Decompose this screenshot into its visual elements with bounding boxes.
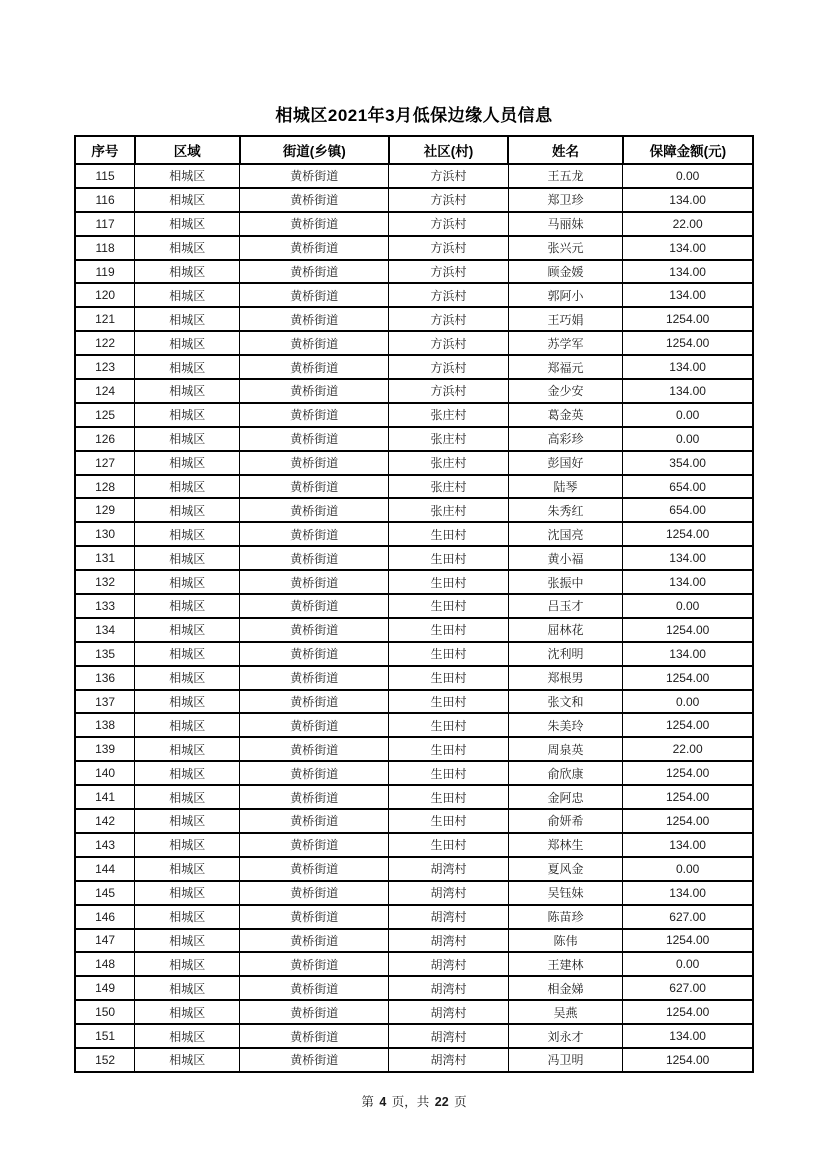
amount-cell: 22.00 — [623, 737, 753, 761]
serial-cell: 145 — [75, 881, 135, 905]
name-cell: 顾金媛 — [508, 260, 623, 284]
name-cell: 郭阿小 — [508, 283, 623, 307]
footer-middle: 页，共 — [391, 1094, 430, 1109]
village-cell: 张庄村 — [389, 427, 508, 451]
village-cell: 生田村 — [389, 570, 508, 594]
village-cell: 胡湾村 — [389, 952, 508, 976]
district-cell: 相城区 — [135, 618, 240, 642]
name-cell: 屈林花 — [508, 618, 623, 642]
serial-cell: 116 — [75, 188, 135, 212]
table-row — [75, 546, 753, 570]
street-cell: 黄桥街道 — [240, 379, 389, 403]
village-cell: 方浜村 — [389, 331, 508, 355]
amount-cell: 1254.00 — [623, 331, 753, 355]
name-cell: 张文和 — [508, 690, 623, 714]
village-cell: 方浜村 — [389, 188, 508, 212]
name-cell: 朱美玲 — [508, 713, 623, 737]
table-row — [75, 427, 753, 451]
amount-cell: 134.00 — [623, 833, 753, 857]
table-row — [75, 522, 753, 546]
table-row — [75, 260, 753, 284]
district-cell: 相城区 — [135, 522, 240, 546]
village-cell: 胡湾村 — [389, 929, 508, 953]
serial-cell: 133 — [75, 594, 135, 618]
village-cell: 生田村 — [389, 833, 508, 857]
serial-cell: 121 — [75, 307, 135, 331]
amount-cell: 134.00 — [623, 570, 753, 594]
street-cell: 黄桥街道 — [240, 666, 389, 690]
village-cell: 张庄村 — [389, 451, 508, 475]
street-cell: 黄桥街道 — [240, 929, 389, 953]
district-cell: 相城区 — [135, 881, 240, 905]
table-row — [75, 952, 753, 976]
name-cell: 相金娣 — [508, 976, 623, 1000]
name-cell: 周泉英 — [508, 737, 623, 761]
street-cell: 黄桥街道 — [240, 164, 389, 188]
name-cell: 吴钰妹 — [508, 881, 623, 905]
name-cell: 朱秀红 — [508, 498, 623, 522]
district-cell: 相城区 — [135, 355, 240, 379]
village-cell: 方浜村 — [389, 236, 508, 260]
amount-cell: 0.00 — [623, 594, 753, 618]
street-cell: 黄桥街道 — [240, 1024, 389, 1048]
street-cell: 黄桥街道 — [240, 307, 389, 331]
amount-cell: 134.00 — [623, 379, 753, 403]
village-cell: 生田村 — [389, 642, 508, 666]
table-row — [75, 905, 753, 929]
serial-cell: 152 — [75, 1048, 135, 1072]
table-row — [75, 188, 753, 212]
amount-cell: 654.00 — [623, 498, 753, 522]
village-cell: 胡湾村 — [389, 905, 508, 929]
table-row — [75, 451, 753, 475]
village-cell: 胡湾村 — [389, 857, 508, 881]
serial-cell: 140 — [75, 761, 135, 785]
amount-cell: 1254.00 — [623, 713, 753, 737]
amount-cell: 134.00 — [623, 188, 753, 212]
serial-cell: 136 — [75, 666, 135, 690]
amount-cell: 1254.00 — [623, 666, 753, 690]
amount-cell: 134.00 — [623, 236, 753, 260]
district-cell: 相城区 — [135, 666, 240, 690]
amount-cell: 1254.00 — [623, 522, 753, 546]
street-cell: 黄桥街道 — [240, 785, 389, 809]
street-cell: 黄桥街道 — [240, 1000, 389, 1024]
serial-cell: 142 — [75, 809, 135, 833]
table-row — [75, 403, 753, 427]
village-cell: 方浜村 — [389, 355, 508, 379]
serial-cell: 150 — [75, 1000, 135, 1024]
header-row — [75, 136, 753, 164]
serial-cell: 144 — [75, 857, 135, 881]
district-cell: 相城区 — [135, 331, 240, 355]
table-row — [75, 881, 753, 905]
name-cell: 俞妍希 — [508, 809, 623, 833]
street-cell: 黄桥街道 — [240, 1048, 389, 1072]
table-row — [75, 331, 753, 355]
name-cell: 金阿忠 — [508, 785, 623, 809]
street-cell: 黄桥街道 — [240, 355, 389, 379]
name-cell: 夏风金 — [508, 857, 623, 881]
district-cell: 相城区 — [135, 1000, 240, 1024]
amount-cell: 1254.00 — [623, 1000, 753, 1024]
district-cell: 相城区 — [135, 642, 240, 666]
table-row — [75, 212, 753, 236]
table-row — [75, 1024, 753, 1048]
village-cell: 生田村 — [389, 594, 508, 618]
district-cell: 相城区 — [135, 164, 240, 188]
street-cell: 黄桥街道 — [240, 642, 389, 666]
table-row — [75, 642, 753, 666]
village-cell: 方浜村 — [389, 212, 508, 236]
village-cell: 方浜村 — [389, 283, 508, 307]
serial-cell: 151 — [75, 1024, 135, 1048]
column-header-2: 街道(乡镇) — [240, 136, 389, 164]
district-cell: 相城区 — [135, 546, 240, 570]
street-cell: 黄桥街道 — [240, 690, 389, 714]
village-cell: 张庄村 — [389, 403, 508, 427]
district-cell: 相城区 — [135, 570, 240, 594]
amount-cell: 627.00 — [623, 905, 753, 929]
amount-cell: 0.00 — [623, 690, 753, 714]
column-header-1: 区域 — [135, 136, 240, 164]
district-cell: 相城区 — [135, 379, 240, 403]
serial-cell: 117 — [75, 212, 135, 236]
amount-cell: 627.00 — [623, 976, 753, 1000]
table-row — [75, 785, 753, 809]
table-row — [75, 690, 753, 714]
amount-cell: 0.00 — [623, 164, 753, 188]
village-cell: 张庄村 — [389, 498, 508, 522]
serial-cell: 122 — [75, 331, 135, 355]
village-cell: 方浜村 — [389, 307, 508, 331]
street-cell: 黄桥街道 — [240, 522, 389, 546]
serial-cell: 120 — [75, 283, 135, 307]
table-row — [75, 666, 753, 690]
table-row — [75, 475, 753, 499]
table-row — [75, 594, 753, 618]
amount-cell: 134.00 — [623, 355, 753, 379]
name-cell: 王五龙 — [508, 164, 623, 188]
amount-cell: 1254.00 — [623, 929, 753, 953]
name-cell: 俞欣康 — [508, 761, 623, 785]
district-cell: 相城区 — [135, 475, 240, 499]
table-row — [75, 164, 753, 188]
name-cell: 苏学军 — [508, 331, 623, 355]
name-cell: 王巧娟 — [508, 307, 623, 331]
table-row — [75, 236, 753, 260]
serial-cell: 134 — [75, 618, 135, 642]
serial-cell: 135 — [75, 642, 135, 666]
serial-cell: 129 — [75, 498, 135, 522]
district-cell: 相城区 — [135, 761, 240, 785]
serial-cell: 146 — [75, 905, 135, 929]
amount-cell: 134.00 — [623, 1024, 753, 1048]
amount-cell: 0.00 — [623, 857, 753, 881]
amount-cell: 0.00 — [623, 952, 753, 976]
district-cell: 相城区 — [135, 1024, 240, 1048]
table-row — [75, 379, 753, 403]
amount-cell: 1254.00 — [623, 809, 753, 833]
serial-cell: 126 — [75, 427, 135, 451]
village-cell: 生田村 — [389, 690, 508, 714]
amount-cell: 1254.00 — [623, 785, 753, 809]
street-cell: 黄桥街道 — [240, 498, 389, 522]
name-cell: 郑卫珍 — [508, 188, 623, 212]
street-cell: 黄桥街道 — [240, 976, 389, 1000]
district-cell: 相城区 — [135, 498, 240, 522]
village-cell: 生田村 — [389, 809, 508, 833]
table-row — [75, 737, 753, 761]
street-cell: 黄桥街道 — [240, 451, 389, 475]
district-cell: 相城区 — [135, 594, 240, 618]
village-cell: 生田村 — [389, 522, 508, 546]
street-cell: 黄桥街道 — [240, 857, 389, 881]
street-cell: 黄桥街道 — [240, 713, 389, 737]
serial-cell: 124 — [75, 379, 135, 403]
name-cell: 郑根男 — [508, 666, 623, 690]
street-cell: 黄桥街道 — [240, 236, 389, 260]
table-row — [75, 761, 753, 785]
table-row — [75, 833, 753, 857]
street-cell: 黄桥街道 — [240, 427, 389, 451]
amount-cell: 354.00 — [623, 451, 753, 475]
village-cell: 胡湾村 — [389, 881, 508, 905]
amount-cell: 1254.00 — [623, 761, 753, 785]
name-cell: 陈伟 — [508, 929, 623, 953]
street-cell: 黄桥街道 — [240, 618, 389, 642]
benefit-table — [74, 135, 754, 1073]
page-title: 相城区2021年3月低保边缘人员信息 — [275, 106, 553, 125]
table-row — [75, 976, 753, 1000]
district-cell: 相城区 — [135, 929, 240, 953]
district-cell: 相城区 — [135, 212, 240, 236]
name-cell: 陆琴 — [508, 475, 623, 499]
district-cell: 相城区 — [135, 427, 240, 451]
amount-cell: 0.00 — [623, 403, 753, 427]
district-cell: 相城区 — [135, 260, 240, 284]
table-row — [75, 570, 753, 594]
village-cell: 胡湾村 — [389, 1048, 508, 1072]
amount-cell: 22.00 — [623, 212, 753, 236]
amount-cell: 134.00 — [623, 546, 753, 570]
name-cell: 张兴元 — [508, 236, 623, 260]
district-cell: 相城区 — [135, 690, 240, 714]
amount-cell: 134.00 — [623, 642, 753, 666]
street-cell: 黄桥街道 — [240, 881, 389, 905]
serial-cell: 137 — [75, 690, 135, 714]
district-cell: 相城区 — [135, 1048, 240, 1072]
name-cell: 郑福元 — [508, 355, 623, 379]
serial-cell: 127 — [75, 451, 135, 475]
table-row — [75, 857, 753, 881]
serial-cell: 131 — [75, 546, 135, 570]
table-header — [75, 136, 753, 164]
street-cell: 黄桥街道 — [240, 570, 389, 594]
serial-cell: 125 — [75, 403, 135, 427]
amount-cell: 1254.00 — [623, 307, 753, 331]
village-cell: 生田村 — [389, 785, 508, 809]
street-cell: 黄桥街道 — [240, 331, 389, 355]
footer-prefix: 第 — [361, 1094, 374, 1109]
district-cell: 相城区 — [135, 905, 240, 929]
district-cell: 相城区 — [135, 283, 240, 307]
footer-suffix: 页 — [454, 1094, 467, 1109]
district-cell: 相城区 — [135, 713, 240, 737]
village-cell: 生田村 — [389, 737, 508, 761]
district-cell: 相城区 — [135, 737, 240, 761]
serial-cell: 141 — [75, 785, 135, 809]
serial-cell: 118 — [75, 236, 135, 260]
serial-cell: 147 — [75, 929, 135, 953]
street-cell: 黄桥街道 — [240, 833, 389, 857]
district-cell: 相城区 — [135, 833, 240, 857]
village-cell: 胡湾村 — [389, 1000, 508, 1024]
table-row — [75, 355, 753, 379]
village-cell: 生田村 — [389, 761, 508, 785]
street-cell: 黄桥街道 — [240, 905, 389, 929]
village-cell: 方浜村 — [389, 164, 508, 188]
street-cell: 黄桥街道 — [240, 283, 389, 307]
name-cell: 黄小福 — [508, 546, 623, 570]
name-cell: 陈苗珍 — [508, 905, 623, 929]
village-cell: 方浜村 — [389, 260, 508, 284]
district-cell: 相城区 — [135, 809, 240, 833]
amount-cell: 134.00 — [623, 260, 753, 284]
amount-cell: 1254.00 — [623, 618, 753, 642]
name-cell: 张振中 — [508, 570, 623, 594]
name-cell: 吴燕 — [508, 1000, 623, 1024]
village-cell: 胡湾村 — [389, 976, 508, 1000]
street-cell: 黄桥街道 — [240, 737, 389, 761]
street-cell: 黄桥街道 — [240, 260, 389, 284]
street-cell: 黄桥街道 — [240, 809, 389, 833]
column-header-5: 保障金额(元) — [623, 136, 753, 164]
district-cell: 相城区 — [135, 785, 240, 809]
serial-cell: 128 — [75, 475, 135, 499]
district-cell: 相城区 — [135, 403, 240, 427]
street-cell: 黄桥街道 — [240, 952, 389, 976]
serial-cell: 139 — [75, 737, 135, 761]
street-cell: 黄桥街道 — [240, 475, 389, 499]
serial-cell: 138 — [75, 713, 135, 737]
district-cell: 相城区 — [135, 188, 240, 212]
street-cell: 黄桥街道 — [240, 761, 389, 785]
name-cell: 马丽妹 — [508, 212, 623, 236]
village-cell: 生田村 — [389, 546, 508, 570]
serial-cell: 148 — [75, 952, 135, 976]
column-header-4: 姓名 — [508, 136, 623, 164]
column-header-0: 序号 — [75, 136, 135, 164]
village-cell: 胡湾村 — [389, 1024, 508, 1048]
table-row — [75, 307, 753, 331]
amount-cell: 0.00 — [623, 427, 753, 451]
footer-page-number: 4 — [379, 1094, 387, 1109]
village-cell: 张庄村 — [389, 475, 508, 499]
name-cell: 吕玉才 — [508, 594, 623, 618]
name-cell: 沈利明 — [508, 642, 623, 666]
serial-cell: 149 — [75, 976, 135, 1000]
name-cell: 冯卫明 — [508, 1048, 623, 1072]
serial-cell: 143 — [75, 833, 135, 857]
column-header-3: 社区(村) — [389, 136, 508, 164]
street-cell: 黄桥街道 — [240, 594, 389, 618]
name-cell: 郑林生 — [508, 833, 623, 857]
amount-cell: 654.00 — [623, 475, 753, 499]
amount-cell: 1254.00 — [623, 1048, 753, 1072]
footer-total-pages: 22 — [434, 1094, 449, 1109]
name-cell: 高彩珍 — [508, 427, 623, 451]
name-cell: 金少安 — [508, 379, 623, 403]
serial-cell: 130 — [75, 522, 135, 546]
name-cell: 葛金英 — [508, 403, 623, 427]
table-body — [75, 164, 753, 1072]
table-row — [75, 618, 753, 642]
street-cell: 黄桥街道 — [240, 212, 389, 236]
page-footer — [0, 1092, 828, 1110]
district-cell: 相城区 — [135, 952, 240, 976]
table-row — [75, 498, 753, 522]
district-cell: 相城区 — [135, 976, 240, 1000]
name-cell: 王建林 — [508, 952, 623, 976]
table-row — [75, 1048, 753, 1072]
district-cell: 相城区 — [135, 451, 240, 475]
district-cell: 相城区 — [135, 307, 240, 331]
name-cell: 刘永才 — [508, 1024, 623, 1048]
amount-cell: 134.00 — [623, 881, 753, 905]
village-cell: 生田村 — [389, 666, 508, 690]
street-cell: 黄桥街道 — [240, 403, 389, 427]
serial-cell: 119 — [75, 260, 135, 284]
table-row — [75, 809, 753, 833]
street-cell: 黄桥街道 — [240, 546, 389, 570]
table-row — [75, 929, 753, 953]
village-cell: 生田村 — [389, 713, 508, 737]
table-row — [75, 283, 753, 307]
village-cell: 生田村 — [389, 618, 508, 642]
name-cell: 彭国好 — [508, 451, 623, 475]
street-cell: 黄桥街道 — [240, 188, 389, 212]
serial-cell: 115 — [75, 164, 135, 188]
district-cell: 相城区 — [135, 857, 240, 881]
amount-cell: 134.00 — [623, 283, 753, 307]
table-row — [75, 713, 753, 737]
table-row — [75, 1000, 753, 1024]
serial-cell: 132 — [75, 570, 135, 594]
serial-cell: 123 — [75, 355, 135, 379]
village-cell: 方浜村 — [389, 379, 508, 403]
name-cell: 沈国亮 — [508, 522, 623, 546]
district-cell: 相城区 — [135, 236, 240, 260]
